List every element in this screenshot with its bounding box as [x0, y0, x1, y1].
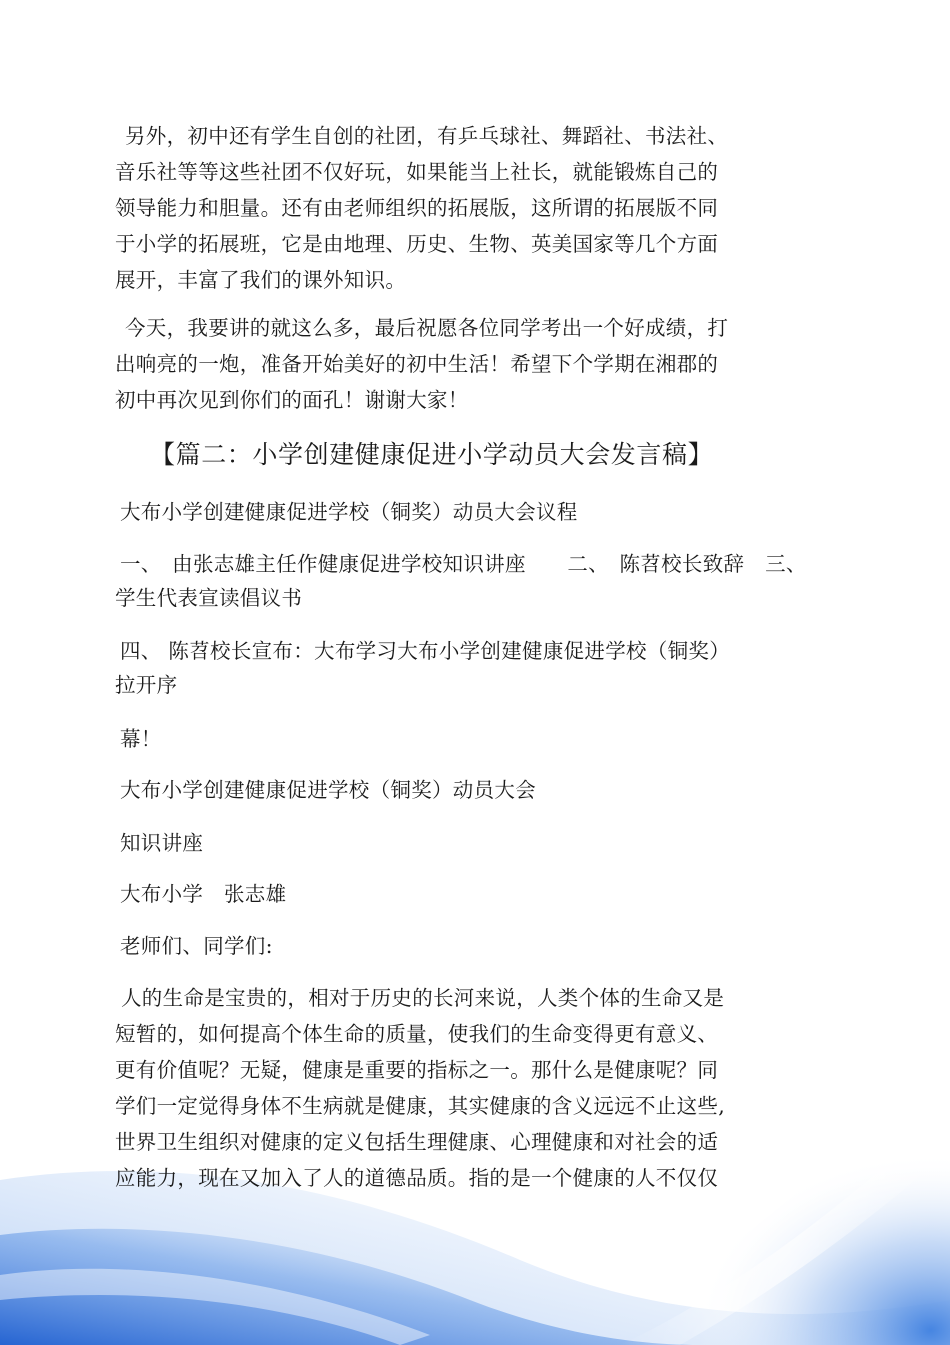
lecture-title: 大布小学创建健康促进学校（铜奖）动员大会 [120, 778, 536, 802]
intro-line: 展开，丰富了我们的课外知识。 [115, 268, 407, 292]
body-line: 学们一定觉得身体不生病就是健康，其实健康的含义远远不止这些, [115, 1094, 726, 1118]
closing-line: 出响亮的一炮，准备开始美好的初中生活！希望下个学期在湘郡的 [115, 352, 719, 376]
agenda-item4-line2: 拉开序 [115, 673, 178, 697]
intro-line: 另外，初中还有学生自创的社团，有乒乓球社、舞蹈社、书法社、 [125, 124, 729, 148]
intro-line: 音乐社等等这些社团不仅好玩，如果能当上社长，就能锻炼自己的 [115, 160, 719, 184]
agenda-items-line2: 学生代表宣读倡议书 [115, 586, 303, 610]
agenda-title: 大布小学创建健康促进学校（铜奖）动员大会议程 [120, 500, 578, 524]
body-line: 更有价值呢？无疑，健康是重要的指标之一。那什么是健康呢？同 [115, 1058, 719, 1082]
body-line: 世界卫生组织对健康的定义包括生理健康、心理健康和对社会的适 [115, 1130, 719, 1154]
closing-paragraph [115, 310, 775, 418]
intro-line: 于小学的拓展班，它是由地理、历史、生物、英美国家等几个方面 [115, 232, 719, 256]
agenda-item4-line1: 四、 陈苕校长宣布：大布学习大布小学创建健康促进学校（铜奖） [120, 639, 731, 663]
lecture-subtitle: 知识讲座 [120, 831, 204, 855]
body-line: 人的生命是宝贵的，相对于历史的长河来说，人类个体的生命又是 [121, 986, 725, 1010]
lecture-greeting: 老师们、同学们: [120, 934, 273, 958]
body-line: 短暂的，如何提高个体生命的质量，使我们的生命变得更有意义、 [115, 1022, 719, 1046]
intro-line: 领导能力和胆量。还有由老师组织的拓展版，这所谓的拓展版不同 [115, 196, 719, 220]
agenda-items-line1: 一、 由张志雄主任作健康促进学校知识讲座 二、 陈苕校长致辞 三、 [120, 552, 807, 576]
agenda-item4-line3: 幕！ [120, 727, 162, 751]
closing-line: 今天，我要讲的就这么多，最后祝愿各位同学考出一个好成绩，打 [125, 316, 729, 340]
section-title: 【篇二：小学创建健康促进小学动员大会发言稿】 [150, 440, 714, 469]
body-paragraph [115, 980, 775, 1196]
body-line: 应能力，现在又加入了人的道德品质。指的是一个健康的人不仅仅 [115, 1166, 719, 1190]
lecture-author: 大布小学 张志雄 [120, 882, 287, 906]
intro-paragraph [115, 118, 775, 298]
closing-line: 初中再次见到你们的面孔！谢谢大家！ [115, 388, 469, 412]
